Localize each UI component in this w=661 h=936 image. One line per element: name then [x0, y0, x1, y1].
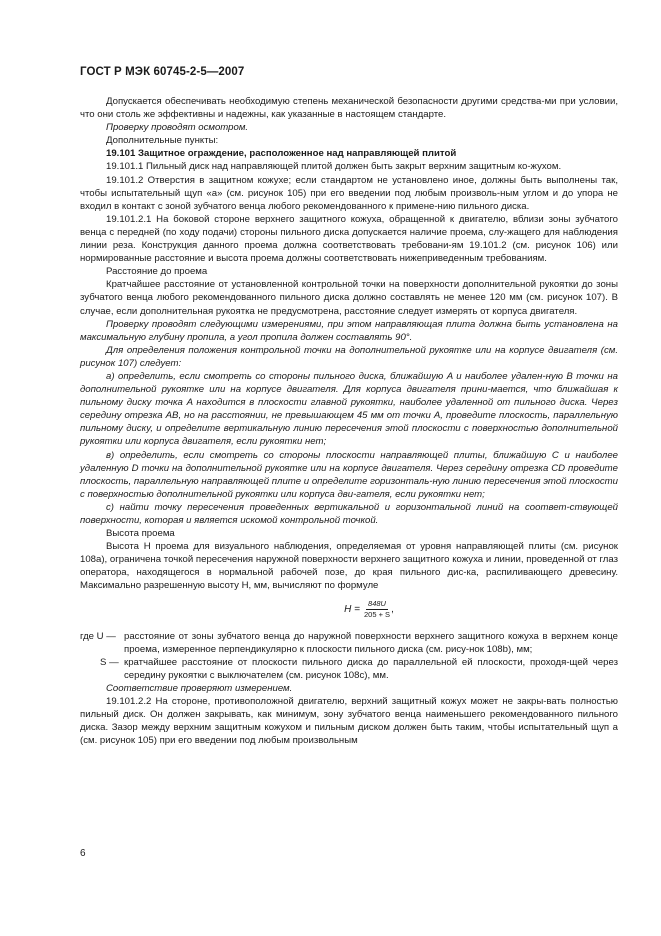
definition-term: где U —: [80, 630, 116, 642]
list-item: в) определить, если смотреть со стороны плоскости направляющей плиты, ближайшую C и наиболее удаленную D точки на дополнительной рукоятке или на корпусе двигателя. Через середину отрезка CD проведите плоскость, параллельную направляющей плите и определите горизонталь-ную линию пересечения этой плоскости с поверхностью дополнительной рукоятки или корпуса дви-гателя, если рукоятки нет;: [80, 449, 618, 500]
list-item: с) найти точку пересечения проведенных вертикальной и горизонтальной линий на соответ-ствующей поверхности, которая и является искомой контрольной точкой.: [80, 501, 618, 526]
definition-term: S —: [100, 656, 119, 668]
definition-item: [80, 656, 618, 682]
check-note: Соответствие проверяют измерением.: [106, 682, 293, 694]
formula-denominator: 205 + S: [363, 610, 391, 620]
formula-fraction: [364, 599, 390, 620]
page-number: 6: [80, 848, 86, 859]
paragraph: Допускается обеспечивать необходимую степень механической безопасности другими средства-ми при условии, что они столь же эффективны и надежны, как указанные в настоящем стандарте.: [80, 96, 618, 121]
definition-item: [80, 630, 618, 656]
definition-text: расстояние от зоны зубчатого венца до наружной поверхности верхнего защитного кожуха в верхнем конце проема, измеренное перпендикулярно к плоскости пильного диска (см. рису-нок 108b), мм;: [124, 630, 618, 655]
paragraph: 19.101.1 Пильный диск над направляющей плитой должен быть закрыт верхним защитным ко-жухом.: [106, 161, 562, 173]
formula-tail: ,: [391, 604, 394, 616]
paragraph: 19.101.2 Отверстия в защитном кожухе; если стандартом не установлено иное, должны быть выполнены так, чтобы испытательный щуп «а» (см. рисунок 105) при его введении под любым произволь-ным углом и до упора не входил в контакт с зоной зубчатого венца любого рекомендованного к примене-нию пильного диска.: [80, 174, 618, 212]
paragraph: 19.101.2.2 На стороне, противоположной двигателю, верхний защитный кожух может не закры-вать полностью пильный диск. Он должен закрывать, как минимум, зону зубчатого венца наименьшего рекомендованного пильного диска. Зазор между верхним защитным кожухом и пильным диском должен быть таким, чтобы испытательный щуп a (см. рисунок 105) при его введении под любым произвольным: [80, 696, 618, 747]
list-item: а) определить, если смотреть со стороны пильного диска, ближайшую A и наиболее удален-ную B точки на дополнительной рукоятке или на корпусе двигателя. Для корпуса двигателя прини-мается, что ближайшая к пильному диску точка A находится в плоскости главной рукоятки, наиболее удаленной от пильного диска. Через середину отрезка AB, но на расстоянии, не превышающем 45 мм от точки A, проведите плоскость, параллельную пильному диску, и определите вертикальную линию пересечения этой плоскости с поверхностью дополнительной рукоятки или корпуса двигателя, если рукоятки нет;: [80, 370, 618, 448]
height-formula: [120, 595, 618, 625]
definition-text: кратчайшее расстояние от плоскости пильного диска до параллельной ей плоскости, проходя-щей через середину рукоятки с выключателем (см. рисунок 108c), мм.: [124, 656, 618, 681]
paragraph: Для определения положения контрольной точки на дополнительной рукоятке или на корпусе двигателя (см. рисунок 107) следует:: [80, 344, 618, 369]
paragraph: Дополнительные пункты:: [106, 135, 219, 147]
subheading: Расстояние до проема: [106, 266, 208, 278]
page-body: [80, 95, 618, 747]
document-header: ГОСТ Р МЭК 60745-2-5—2007: [80, 66, 245, 78]
section-heading: 19.101 Защитное ограждение, расположенное над направляющей плитой: [106, 148, 457, 160]
paragraph: Высота H проема для визуального наблюдения, определяемая от уровня направляющей плиты (см. рисунок 108а), ограничена точкой пересечения наружной поверхности верхнего защитного кожуха и линии, проведенной от глаз оператора, находящегося в нормальной рабочей позе, до края пильного дис-ка, распиливающего древесину. Максимально разрешенную высоту H, мм, вычисляют по формуле: [80, 541, 618, 592]
check-note: Проверку проводят осмотром.: [106, 122, 249, 134]
check-note: Проверку проводят следующими измерениями, при этом направляющая плита должна быть установлена на максимальную глубину пропила, а угол пропила должен составлять 90°.: [80, 318, 618, 343]
formula-lhs: H =: [344, 604, 360, 616]
paragraph: 19.101.2.1 На боковой стороне верхнего защитного кожуха, обращенной к двигателю, вблизи зоны зубчатого венца с передней (по ходу подачи) стороны пильного диска допускается наличие проема, слу-жащего для наблюдения линии реза. Конструкция данного проема должна соответствовать требовани-ям 19.101.2 (см. рисунок 106) или нормированные расстояние и высота проема должны соответствовать нижеприведенным требованиям.: [80, 213, 618, 265]
formula-numerator: 848U: [368, 599, 386, 609]
paragraph: Кратчайшее расстояние от установленной контрольной точки на поверхности дополнительной рукоятки до зоны зубчатого венца любого рекомендованного пильного диска должно составлять не менее 120 мм (см. рисунок 107). В случае, если дополнительная рукоятка не предусмотрена, расстояние следует измерять от корпуса двигателя.: [80, 279, 618, 317]
subheading: Высота проема: [106, 528, 175, 540]
